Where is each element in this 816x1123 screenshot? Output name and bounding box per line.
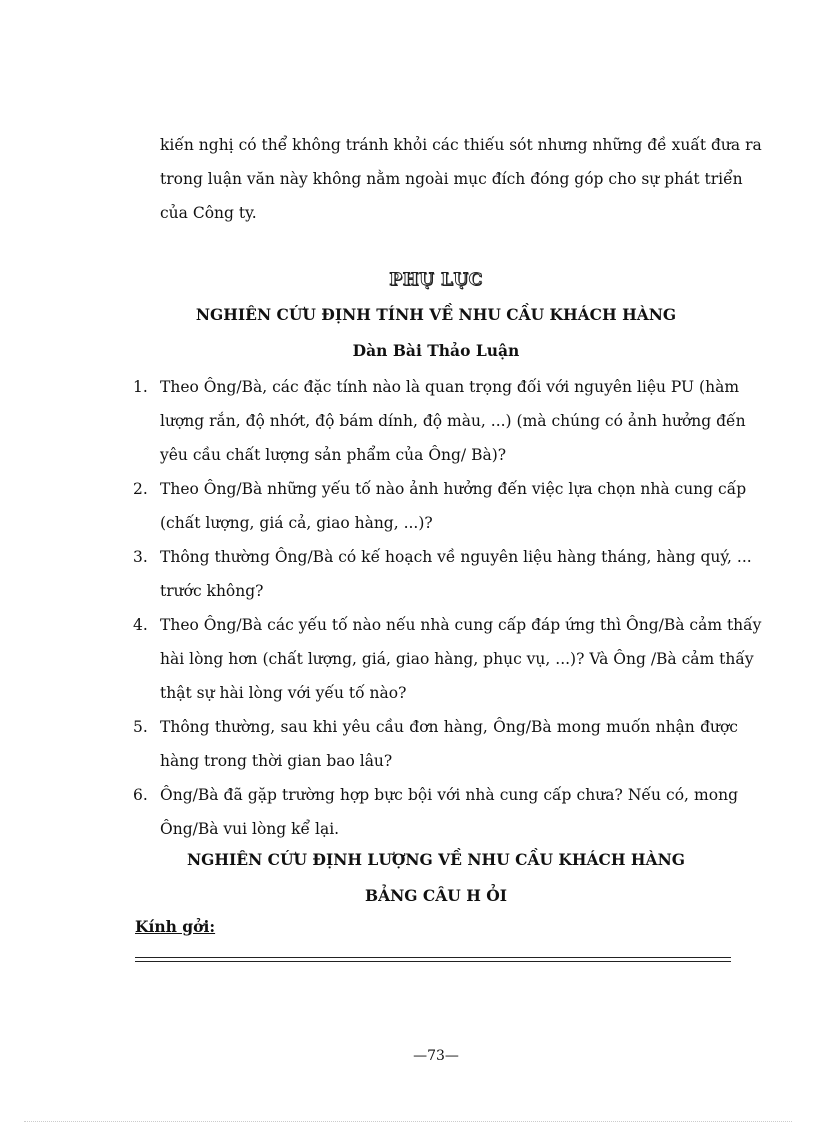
page-edge-divider <box>24 1121 792 1122</box>
question-line: lượng rắn, độ nhớt, độ bám dính, độ màu, ...) (mà chúng có ảnh hưởng đến <box>160 412 746 430</box>
appendix-title: PHỤ LỤC <box>389 270 483 290</box>
question-number: 4. <box>133 616 148 634</box>
qualitative-heading: NGHIÊN CỨU ĐỊNH TÍNH VỀ NHU CẦU KHÁCH HÀNG <box>195 305 677 324</box>
question-line: Theo Ông/Bà các yếu tố nào nếu nhà cung cấp đáp ứng thì Ông/Bà cảm thấy <box>160 616 762 634</box>
question-number: 6. <box>133 786 148 804</box>
quantitative-heading: NGHIÊN CỨU ĐỊNH LƯỢNG VỀ NHU CẦU KHÁCH HÀNG <box>186 850 685 869</box>
question-list <box>133 370 762 846</box>
intro-line: của Công ty. <box>160 204 257 222</box>
question-item <box>133 472 747 540</box>
question-item <box>133 608 762 710</box>
question-number: 1. <box>133 378 148 396</box>
question-number: 5. <box>133 718 148 736</box>
question-line: hàng trong thời gian bao lâu? <box>160 752 393 770</box>
question-line: hài lòng hơn (chất lượng, giá, giao hàng, phục vụ, ...)? Và Ông /Bà cảm thấy <box>160 650 754 668</box>
question-line: yêu cầu chất lượng sản phẩm của Ông/ Bà)? <box>160 446 507 464</box>
page-number: —73— <box>413 1048 459 1064</box>
intro-line: kiến nghị có thể không tránh khỏi các thiếu sót nhưng những đề xuất đưa ra <box>160 136 762 154</box>
question-line: trước không? <box>160 582 264 600</box>
question-line: Theo Ông/Bà những yếu tố nào ảnh hưởng đến việc lựa chọn nhà cung cấp <box>160 480 747 498</box>
question-line: Ông/Bà vui lòng kể lại. <box>160 820 340 838</box>
question-item <box>133 710 738 778</box>
question-line: Thông thường Ông/Bà có kế hoạch về nguyên liệu hàng tháng, hàng quý, ... <box>160 548 752 566</box>
question-number: 3. <box>133 548 148 566</box>
intro-line: trong luận văn này không nằm ngoài mục đích đóng góp cho sự phát triển <box>160 170 743 188</box>
signature-rule <box>135 957 731 962</box>
question-line: thật sự hài lòng với yếu tố nào? <box>160 684 407 702</box>
intro-paragraph <box>160 128 762 230</box>
question-line: Ông/Bà đã gặp trường hợp bực bội với nhà cung cấp chưa? Nếu có, mong <box>160 786 738 804</box>
greeting-label: Kính gởi: <box>135 917 216 936</box>
question-item <box>133 370 746 472</box>
question-number: 2. <box>133 480 148 498</box>
question-item <box>133 540 752 608</box>
question-line: (chất lượng, giá cả, giao hàng, ...)? <box>160 514 433 532</box>
outline-heading: Dàn Bài Thảo Luận <box>352 341 520 360</box>
questionnaire-heading: BẢNG CÂU H ỎI <box>365 886 507 905</box>
question-line: Theo Ông/Bà, các đặc tính nào là quan trọng đối với nguyên liệu PU (hàm <box>160 378 740 396</box>
question-item <box>133 778 738 846</box>
question-line: Thông thường, sau khi yêu cầu đơn hàng, Ông/Bà mong muốn nhận được <box>160 718 738 736</box>
